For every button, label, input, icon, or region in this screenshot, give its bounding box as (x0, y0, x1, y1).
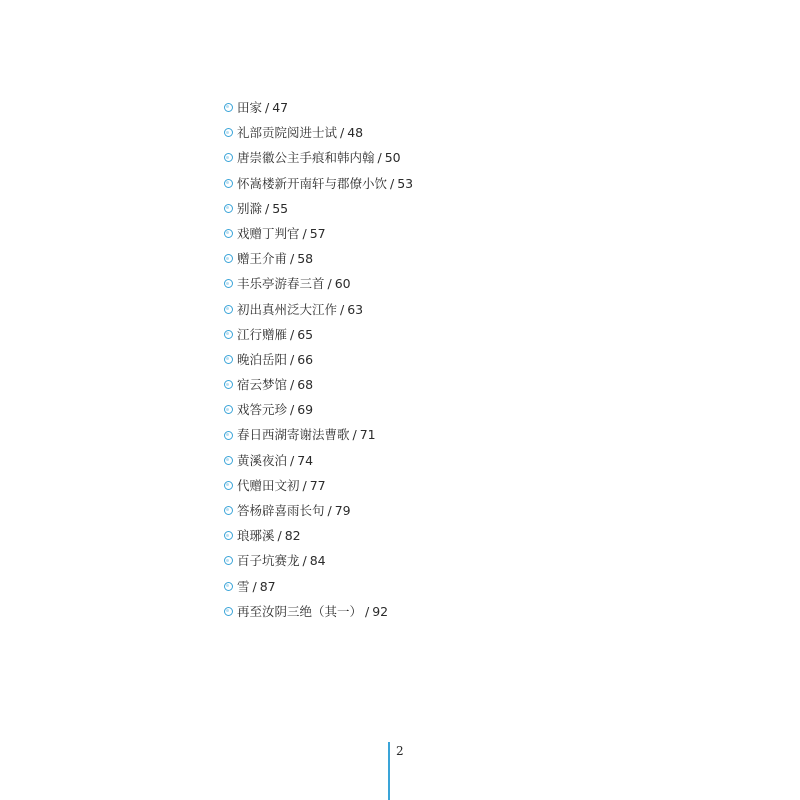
bullet-icon (224, 405, 233, 414)
toc-entry[interactable] (223, 322, 413, 347)
bullet-icon (224, 305, 233, 314)
toc-entry[interactable] (223, 397, 413, 422)
toc-entry[interactable] (223, 422, 413, 447)
toc-entry-separator: / (252, 578, 257, 594)
toc-entry-page-number: 66 (297, 351, 314, 367)
bullet-icon (224, 229, 233, 238)
toc-entry-page-number: 82 (284, 528, 301, 544)
toc-entry-title: 晚泊岳阳 (237, 351, 288, 367)
toc-entry-title: 琅琊溪 (237, 528, 275, 544)
bullet-icon (224, 506, 233, 515)
toc-entry[interactable] (223, 473, 413, 498)
toc-entry-separator: / (352, 427, 357, 443)
toc-entry[interactable] (223, 574, 413, 599)
toc-entry-page-number: 47 (272, 100, 289, 115)
toc-entry[interactable] (223, 523, 413, 548)
toc-entry-separator: / (365, 603, 370, 619)
table-of-contents (223, 95, 413, 624)
toc-entry-separator: / (290, 377, 295, 393)
toc-entry-separator: / (265, 200, 270, 216)
toc-entry-page-number: 69 (297, 402, 314, 418)
toc-entry-page-number: 55 (272, 200, 289, 216)
page-number-rule (388, 742, 390, 800)
toc-entry[interactable] (223, 271, 413, 296)
toc-entry-title: 丰乐亭游春三首 (237, 276, 325, 292)
toc-entry-separator: / (340, 301, 345, 317)
toc-entry-title: 戏答元珍 (237, 402, 288, 418)
bullet-icon (224, 279, 233, 288)
toc-entry[interactable] (223, 246, 413, 271)
toc-entry-page-number: 60 (334, 276, 351, 292)
toc-entry[interactable] (223, 448, 413, 473)
toc-entry-title: 戏赠丁判官 (237, 225, 300, 241)
toc-entry-separator: / (390, 175, 395, 191)
toc-entry-page-number: 48 (347, 125, 364, 141)
toc-entry-separator: / (302, 477, 307, 493)
toc-entry[interactable] (223, 221, 413, 246)
toc-entry-title: 唐崇徽公主手痕和韩内翰 (237, 150, 375, 166)
toc-entry-page-number: 57 (309, 225, 326, 241)
bullet-icon (224, 330, 233, 339)
bullet-icon (224, 481, 233, 490)
toc-entry-separator: / (340, 125, 345, 141)
bullet-icon (224, 204, 233, 213)
toc-entry-page-number: 74 (297, 452, 314, 468)
toc-entry-separator: / (290, 452, 295, 468)
toc-entry-title: 赠王介甫 (237, 251, 288, 267)
bullet-icon (224, 153, 233, 162)
bullet-icon (224, 531, 233, 540)
toc-entry[interactable] (223, 297, 413, 322)
toc-entry[interactable] (223, 498, 413, 523)
toc-entry-page-number: 79 (334, 503, 351, 518)
toc-entry-separator: / (290, 351, 295, 367)
toc-entry[interactable] (223, 548, 413, 573)
toc-entry-title: 宿云梦馆 (237, 377, 288, 393)
toc-entry-separator: / (290, 402, 295, 418)
toc-entry-separator: / (327, 276, 332, 292)
toc-entry-title: 初出真州泛大江作 (237, 301, 338, 317)
toc-entry-title: 答杨辟喜雨长句 (237, 503, 325, 518)
toc-entry-title: 再至汝阴三绝（其一） (237, 603, 363, 619)
bullet-icon (224, 380, 233, 389)
bullet-icon (224, 355, 233, 364)
toc-entry-title: 春日西湖寄谢法曹歌 (237, 427, 350, 443)
toc-entry-separator: / (327, 503, 332, 518)
toc-entry[interactable] (223, 171, 413, 196)
bullet-icon (224, 556, 233, 565)
toc-entry-page-number: 84 (309, 553, 326, 569)
toc-entry-title: 田家 (237, 100, 263, 115)
bullet-icon (224, 103, 233, 112)
toc-entry[interactable] (223, 145, 413, 170)
toc-entry-separator: / (277, 528, 282, 544)
toc-entry-page-number: 53 (397, 175, 414, 191)
toc-entry-title: 礼部贡院阅进士试 (237, 125, 338, 141)
toc-entry-page-number: 50 (384, 150, 401, 166)
toc-entry-page-number: 92 (372, 603, 389, 619)
bullet-icon (224, 254, 233, 263)
toc-entry-title: 百子坑赛龙 (237, 553, 300, 569)
toc-entry-page-number: 68 (297, 377, 314, 393)
bullet-icon (224, 607, 233, 616)
bullet-icon (224, 456, 233, 465)
toc-entry-page-number: 58 (297, 251, 314, 267)
bullet-icon (224, 582, 233, 591)
toc-entry-page-number: 63 (347, 301, 364, 317)
toc-entry[interactable] (223, 599, 413, 624)
toc-entry-page-number: 65 (297, 326, 314, 342)
toc-entry-title: 黄溪夜泊 (237, 452, 288, 468)
toc-entry-separator: / (302, 553, 307, 569)
toc-entry-separator: / (302, 225, 307, 241)
page-number: 2 (396, 744, 404, 758)
bullet-icon (224, 128, 233, 137)
toc-entry-title: 雪 (237, 578, 250, 594)
toc-entry-separator: / (290, 251, 295, 267)
toc-entry-page-number: 87 (259, 578, 276, 594)
toc-entry-title: 怀嵩楼新开南轩与郡僚小饮 (237, 175, 388, 191)
toc-entry-separator: / (265, 100, 270, 115)
toc-entry[interactable] (223, 347, 413, 372)
toc-entry-title: 别滁 (237, 200, 263, 216)
toc-entry[interactable] (223, 95, 413, 120)
toc-entry-title: 代赠田文初 (237, 477, 300, 493)
toc-entry-page-number: 77 (309, 477, 326, 493)
toc-entry[interactable] (223, 120, 413, 145)
toc-entry[interactable] (223, 372, 413, 397)
bullet-icon (224, 179, 233, 188)
toc-entry-title: 江行赠雁 (237, 326, 288, 342)
toc-entry-separator: / (377, 150, 382, 166)
toc-entry-page-number: 71 (359, 427, 376, 443)
toc-entry[interactable] (223, 196, 413, 221)
toc-entry-separator: / (290, 326, 295, 342)
bullet-icon (224, 431, 233, 440)
